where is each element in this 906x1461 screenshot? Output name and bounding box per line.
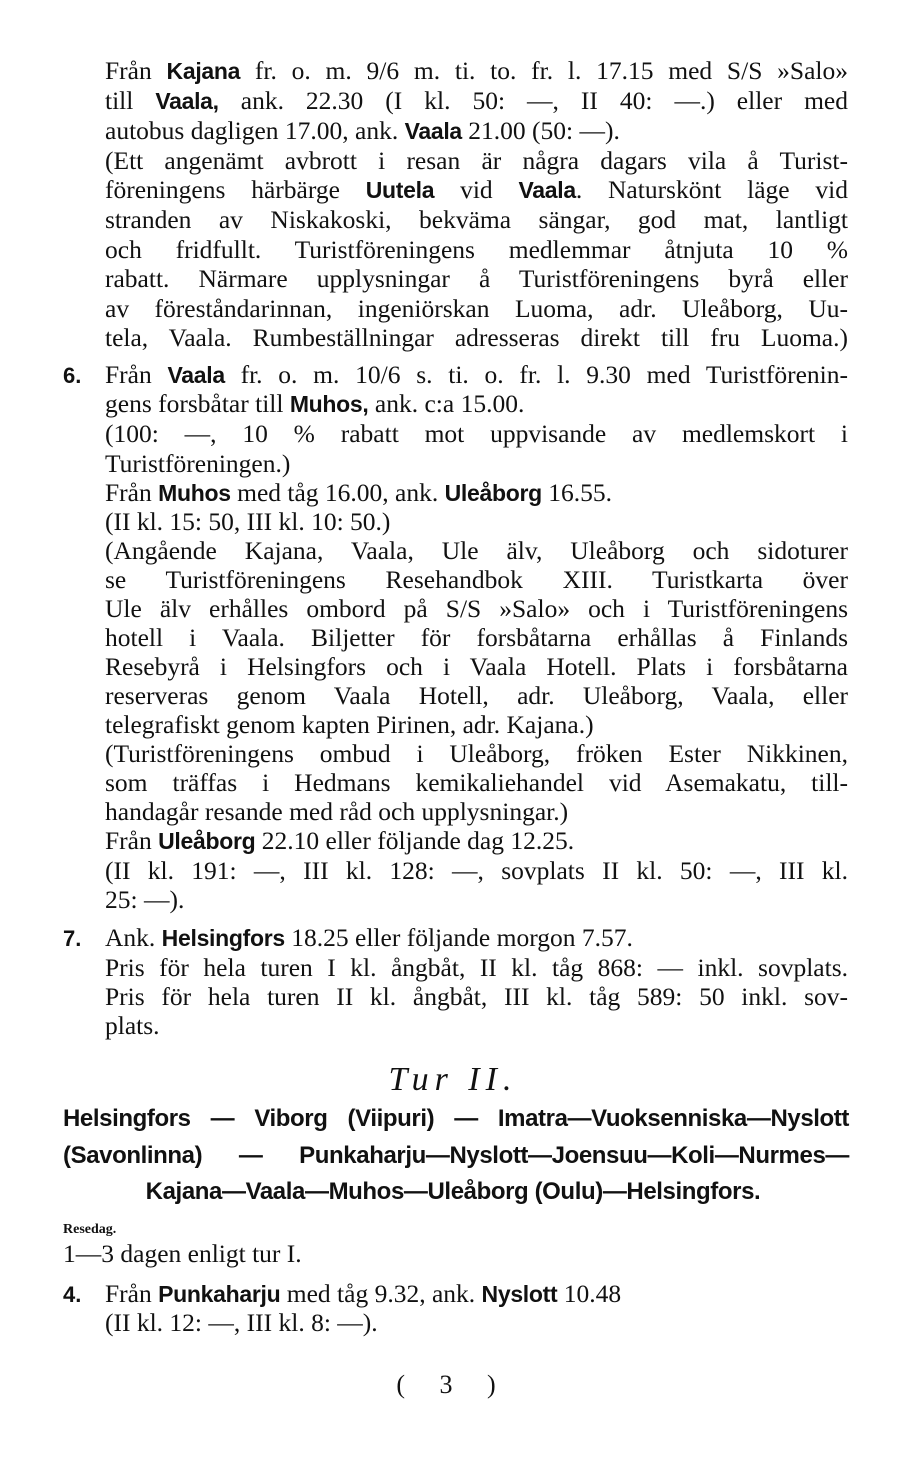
s7-line-2: Pris för hela turen I kl. ångbåt, II kl. tåg 868: — inkl. sovplats. — [105, 953, 848, 982]
s6-line-1: Från Vaala fr. o. m. 10/6 s. ti. o. fr. l. 9.30 med Turistförenin- — [105, 360, 848, 389]
s6-line-17: Från Uleåborg 22.10 eller följande dag 12.25. — [105, 826, 575, 855]
s6-line-4: Turistföreningen.) — [105, 449, 291, 478]
s6-line-2: gens forsbåtar till Muhos, ank. c:a 15.00. — [105, 389, 525, 418]
s5-line-1: Från Kajana fr. o. m. 9/6 m. ti. to. fr. l. 17.15 med S/S »Salo» — [105, 56, 848, 85]
s6-line-18: (II kl. 191: —, III kl. 128: —, sovplats II kl. 50: —, III kl. — [105, 856, 848, 885]
resedag-label: Resedag. — [63, 1222, 117, 1237]
s6-line-10: hotell i Vaala. Biljetter för forsbåtarna erhållas å Finlands — [105, 623, 848, 652]
s5-line-4: (Ett angenämt avbrott i resan är några dagars vila å Turist- — [105, 146, 848, 175]
s5-line-10: tela, Vaala. Rumbeställningar adresseras direkt till fru Luoma.) — [105, 323, 848, 352]
route-line-1: Helsingfors — Viborg (Viipuri) — Imatra—Vuoksenniska—Nyslott — [63, 1105, 849, 1132]
s6-line-5: Från Muhos med tåg 16.00, ank. Uleåborg 16.55. — [105, 478, 613, 507]
section-number-7: 7. — [63, 926, 82, 951]
tour-heading: Tur II. — [388, 1061, 518, 1098]
s7-line-3: Pris för hela turen II kl. ångbåt, III kl. tåg 589: 50 inkl. sov- — [105, 982, 848, 1011]
s6-line-12: reserveras genom Vaala Hotell, adr. Uleåborg, Vaala, eller — [105, 681, 848, 710]
s6-line-11: Resebyrå i Helsingfors och i Vaala Hotell. Plats i forsbåtarna — [105, 652, 848, 681]
s5-line-8: rabatt. Närmare upplysningar å Turistföreningens byrå eller — [105, 264, 848, 293]
s5-line-6: stranden av Niskakoski, bekväma sängar, god mat, lantligt — [105, 205, 848, 234]
days-line: 1—3 dagen enligt tur I. — [63, 1239, 302, 1268]
s6-line-15: som träffas i Hedmans kemikaliehandel vid Asemakatu, till- — [105, 768, 848, 797]
s6-line-7: (Angående Kajana, Vaala, Ule älv, Uleåborg och sidoturer — [105, 536, 848, 565]
s6-line-8: se Turistföreningens Resehandbok XIII. Turistkarta över — [105, 565, 848, 594]
s5-line-7: och fridfullt. Turistföreningens medlemmar åtnjuta 10 % — [105, 235, 848, 264]
s6-line-14: (Turistföreningens ombud i Uleåborg, fröken Ester Nikkinen, — [105, 739, 848, 768]
s5-line-3: autobus dagligen 17.00, ank. Vaala 21.00 (50: —). — [105, 116, 620, 145]
s5-line-5: föreningens härbärge Uutela vid Vaala. Naturskönt läge vid — [105, 175, 849, 204]
s5-line-9: av föreståndarinnan, ingeniörskan Luoma, adr. Uleåborg, Uu- — [105, 294, 848, 323]
s6-line-6: (II kl. 15: 50, III kl. 10: 50.) — [105, 507, 391, 536]
s6-line-9: Ule älv erhålles ombord på S/S »Salo» och i Turistföreningens — [105, 594, 848, 623]
s4-line-1: Från Punkaharju med tåg 9.32, ank. Nyslott 10.48 — [105, 1279, 622, 1308]
s7-line-1: Ank. Helsingfors 18.25 eller följande morgon 7.57. — [105, 923, 633, 952]
route-line-3: Kajana—Vaala—Muhos—Uleåborg (Oulu)—Helsingfors. — [145, 1178, 761, 1205]
s6-line-16: handagår resande med råd och upplysningar.) — [105, 797, 569, 826]
s6-line-13: telegrafiskt genom kapten Pirinen, adr. Kajana.) — [105, 710, 594, 739]
s4-line-2: (II kl. 12: —, III kl. 8: —). — [105, 1308, 378, 1337]
section-number-6: 6. — [63, 363, 82, 388]
page-number: ( 3 ) — [396, 1370, 510, 1399]
s6-line-3: (100: —, 10 % rabatt mot uppvisande av medlemskort i — [105, 419, 848, 448]
route-line-2: (Savonlinna) — Punkaharju—Nyslott—Joensuu—Koli—Nurmes— — [63, 1142, 849, 1169]
s6-line-19: 25: —). — [105, 885, 185, 914]
section-number-4: 4. — [63, 1282, 82, 1307]
s5-line-2: till Vaala, ank. 22.30 (I kl. 50: —, II 40: —.) eller med — [105, 86, 848, 115]
s7-line-4: plats. — [105, 1011, 160, 1040]
